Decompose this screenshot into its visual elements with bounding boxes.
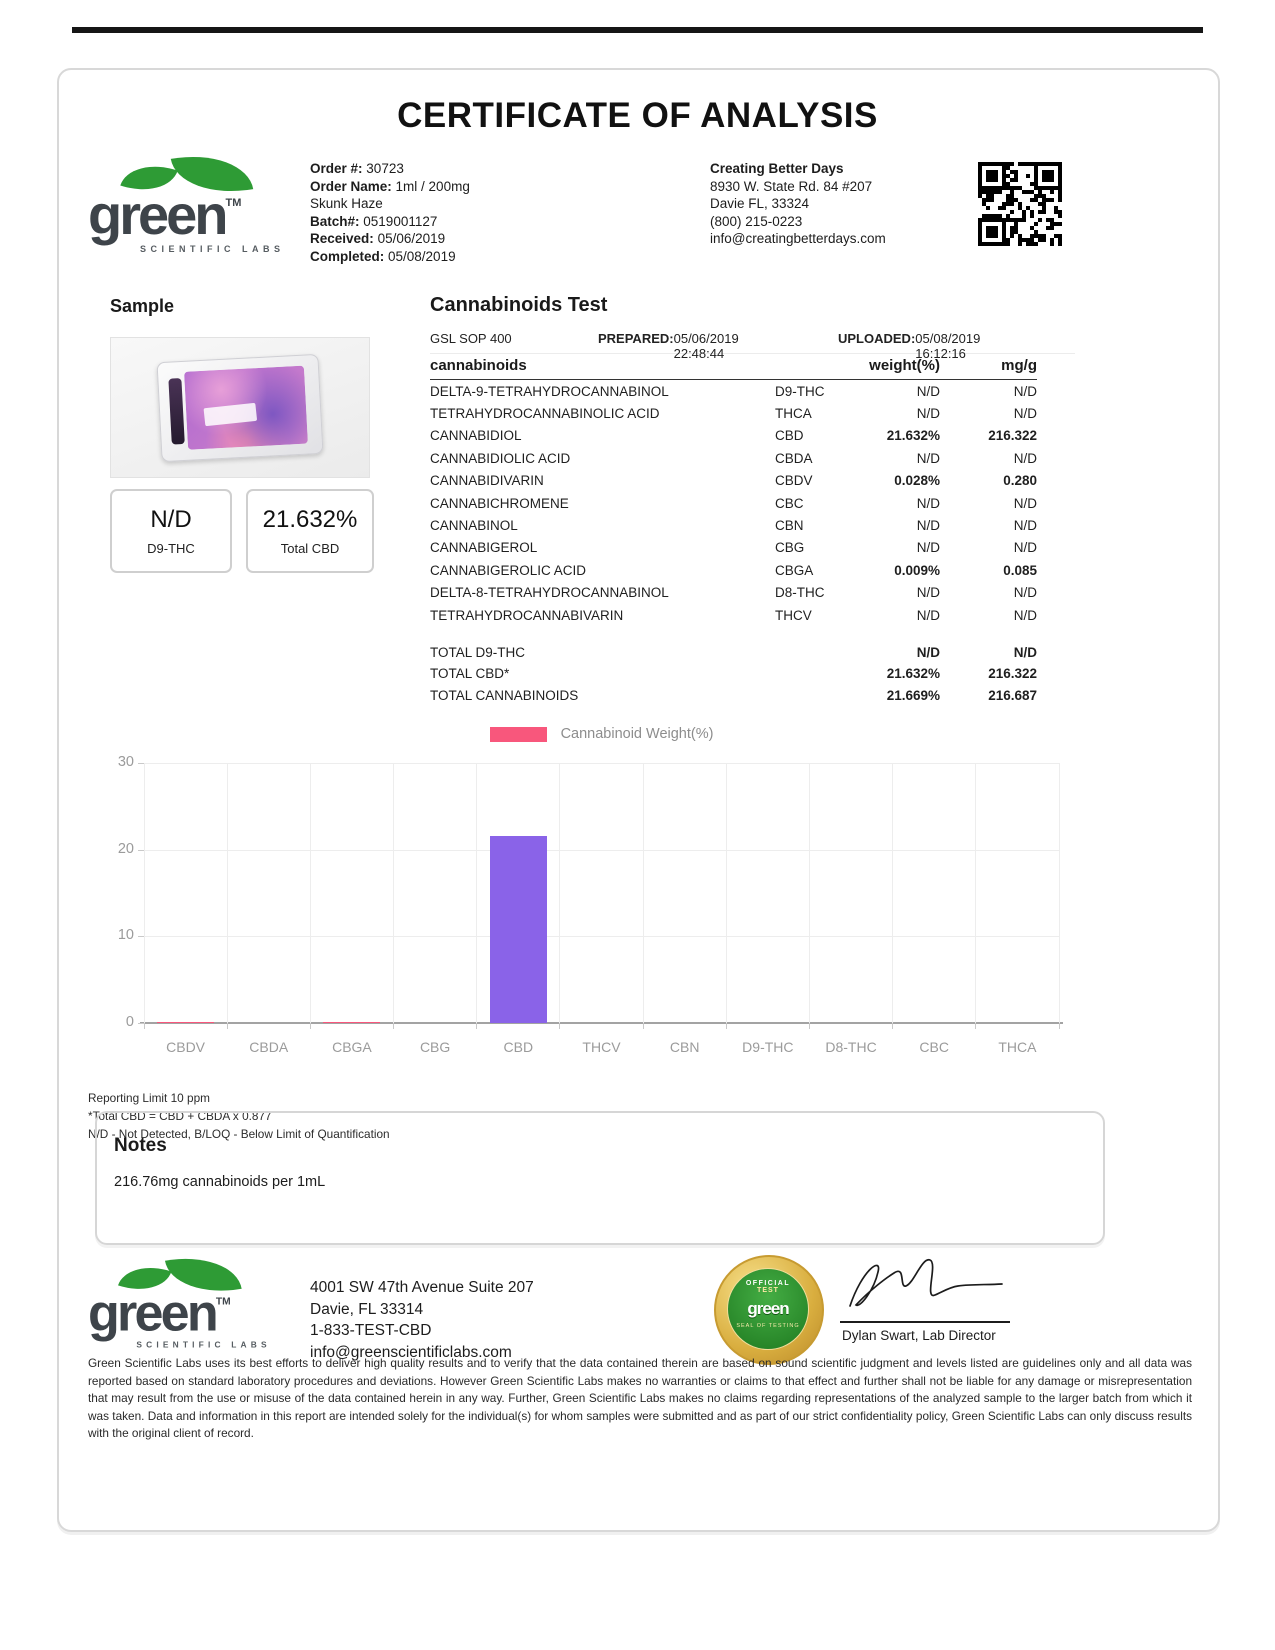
gridline-v bbox=[227, 763, 228, 1023]
footnote: *Total CBD = CBD + CBDA x 0.877 bbox=[88, 1109, 272, 1123]
client-phone: (800) 215-0223 bbox=[710, 213, 803, 229]
page-title: CERTIFICATE OF ANALYSIS bbox=[397, 96, 878, 135]
test-meta-row bbox=[430, 331, 1075, 361]
client-address-1: 8930 W. State Rd. 84 #207 bbox=[710, 178, 873, 194]
analyte-name: CANNABIDIOL bbox=[430, 428, 522, 444]
x-axis-line bbox=[140, 1022, 1063, 1024]
analyte-weight-percent: N/D bbox=[916, 607, 940, 623]
table-row bbox=[430, 604, 1037, 626]
sample-heading: Sample bbox=[110, 296, 175, 316]
total-row bbox=[430, 684, 1037, 706]
x-axis-tick bbox=[310, 1023, 311, 1029]
chart-bar-CBD bbox=[490, 836, 547, 1023]
analyte-mg-per-g: N/D bbox=[1013, 607, 1037, 623]
analyte-weight-percent: N/D bbox=[916, 495, 940, 511]
analyte-weight-percent: N/D bbox=[916, 406, 940, 422]
total-row bbox=[430, 641, 1037, 663]
chart-legend bbox=[144, 726, 1059, 742]
column-header-name: cannabinoids bbox=[430, 357, 527, 374]
signature bbox=[836, 1252, 1016, 1320]
x-axis-tick bbox=[892, 1023, 893, 1029]
gridline-v bbox=[975, 763, 976, 1023]
analyte-name: CANNABINOL bbox=[430, 518, 518, 534]
total-row bbox=[430, 663, 1037, 685]
x-axis-label: CBGA bbox=[332, 1039, 372, 1055]
analyte-abbreviation: CBC bbox=[775, 495, 804, 511]
footnote: N/D - Not Detected, B/LOQ - Below Limit of Quantification bbox=[88, 1127, 390, 1141]
analyte-abbreviation: D8-THC bbox=[775, 585, 825, 601]
total-name: TOTAL D9-THC bbox=[430, 644, 526, 660]
x-axis-tick bbox=[975, 1023, 976, 1029]
gridline-v bbox=[892, 763, 893, 1023]
analyte-abbreviation: CBG bbox=[775, 540, 805, 556]
analyte-mg-per-g: N/D bbox=[1013, 585, 1037, 601]
chart-bar-CBGA bbox=[323, 1022, 380, 1023]
badge-value: 21.632% bbox=[262, 506, 358, 533]
gridline-v bbox=[559, 763, 560, 1023]
gridline-v bbox=[1059, 763, 1060, 1023]
total-weight-percent: 21.632% bbox=[886, 666, 940, 682]
analyte-name: CANNABIDIVARIN bbox=[430, 473, 544, 489]
batch-number: Batch#: 0519001127 bbox=[310, 213, 438, 229]
seal-brand: green bbox=[747, 1299, 789, 1318]
prepared-timestamp: PREPARED: 05/06/2019 22:48:44 bbox=[598, 331, 739, 361]
table-row bbox=[430, 582, 1037, 604]
gridline-v bbox=[393, 763, 394, 1023]
order-name: Order Name: 1ml / 200mg bbox=[310, 178, 470, 194]
x-axis-label: D8-THC bbox=[825, 1039, 877, 1055]
x-axis-label: CBDA bbox=[249, 1039, 289, 1055]
analyte-weight-percent: 0.028% bbox=[894, 473, 940, 489]
total-mg-per-g: 216.687 bbox=[988, 687, 1037, 703]
analyte-mg-per-g: N/D bbox=[1013, 450, 1037, 466]
analyte-mg-per-g: N/D bbox=[1013, 518, 1037, 534]
analyte-abbreviation: CBN bbox=[775, 518, 804, 534]
y-axis-tick-label: 30 bbox=[117, 754, 134, 770]
gridline-v bbox=[310, 763, 311, 1023]
column-header-mgg: mg/g bbox=[1001, 357, 1037, 374]
badge-value: N/D bbox=[150, 506, 192, 533]
table-row bbox=[430, 537, 1037, 559]
x-axis-tick bbox=[559, 1023, 560, 1029]
cannabinoids-test-heading: Cannabinoids Test bbox=[430, 294, 608, 316]
gridline-h bbox=[144, 936, 1059, 937]
badge-label: D9-THC bbox=[147, 541, 195, 556]
x-axis-label: CBD bbox=[503, 1039, 534, 1055]
lab-phone: 1-833-TEST-CBD bbox=[310, 1322, 432, 1339]
table-body bbox=[430, 380, 1037, 626]
notes-box bbox=[95, 1111, 1105, 1245]
gridline-v bbox=[643, 763, 644, 1023]
y-axis-tick-label: 0 bbox=[125, 1014, 134, 1030]
analyte-abbreviation: CBDA bbox=[775, 450, 813, 466]
product-package bbox=[156, 353, 323, 461]
analyte-name: TETRAHYDROCANNABINOLIC ACID bbox=[430, 406, 660, 422]
table-row bbox=[430, 402, 1037, 424]
gridline-h bbox=[144, 850, 1059, 851]
analyte-abbreviation: CBD bbox=[775, 428, 804, 444]
logo-wordmark: green™ bbox=[88, 183, 242, 246]
analyte-mg-per-g: N/D bbox=[1013, 495, 1037, 511]
total-cbd-result-badge bbox=[246, 489, 374, 573]
seal-text-test: TEST bbox=[757, 1287, 779, 1294]
legend-label: Cannabinoid Weight(%) bbox=[560, 726, 714, 742]
seal-inner bbox=[727, 1268, 809, 1350]
y-axis-tick-label: 10 bbox=[117, 927, 134, 944]
x-axis-label: THCA bbox=[998, 1039, 1037, 1055]
analyte-name: CANNABIDIOLIC ACID bbox=[430, 450, 571, 466]
trademark-symbol: TM bbox=[225, 197, 242, 209]
completed-date: Completed: 05/08/2019 bbox=[310, 248, 456, 264]
x-axis-tick bbox=[1059, 1023, 1060, 1029]
table-row bbox=[430, 380, 1037, 402]
legend-swatch bbox=[490, 727, 547, 742]
lab-email: info@greenscientificlabs.com bbox=[310, 1343, 512, 1361]
total-mg-per-g: N/D bbox=[1013, 644, 1037, 660]
sop-number: GSL SOP 400 bbox=[430, 331, 512, 346]
lab-address bbox=[310, 1277, 534, 1363]
client-info bbox=[710, 160, 886, 248]
x-axis-tick bbox=[809, 1023, 810, 1029]
gridline-v bbox=[726, 763, 727, 1023]
analyte-abbreviation: CBGA bbox=[775, 562, 814, 578]
x-axis-tick bbox=[393, 1023, 394, 1029]
analyte-mg-per-g: 216.322 bbox=[988, 428, 1037, 444]
analyte-weight-percent: N/D bbox=[916, 518, 940, 534]
analyte-name: DELTA-8-TETRAHYDROCANNABINOL bbox=[430, 585, 669, 601]
top-rule bbox=[72, 27, 1203, 33]
table-row bbox=[430, 514, 1037, 536]
sample-photo bbox=[110, 337, 370, 478]
total-weight-percent: N/D bbox=[916, 644, 940, 660]
received-date: Received: 05/06/2019 bbox=[310, 231, 446, 246]
lab-address-line: Davie, FL 33314 bbox=[310, 1300, 424, 1318]
x-axis-label: THCV bbox=[582, 1039, 621, 1055]
client-name: Creating Better Days bbox=[710, 161, 844, 176]
logo-tagline: SCIENTIFIC LABS bbox=[140, 244, 285, 254]
analyte-abbreviation: D9-THC bbox=[775, 383, 825, 399]
analyte-name: CANNABIGEROLIC ACID bbox=[430, 562, 587, 578]
table-row bbox=[430, 470, 1037, 492]
client-email: info@creatingbetterdays.com bbox=[710, 231, 886, 246]
gridline-v bbox=[809, 763, 810, 1023]
analyte-name: CANNABICHROMENE bbox=[430, 495, 569, 511]
analyte-name: CANNABIGEROL bbox=[430, 540, 538, 556]
column-header-weight: weight(%) bbox=[869, 357, 940, 374]
total-weight-percent: 21.669% bbox=[886, 687, 940, 703]
analyte-mg-per-g: N/D bbox=[1013, 406, 1037, 422]
y-axis-tick-label: 20 bbox=[117, 840, 134, 857]
y-axis-tick bbox=[138, 763, 144, 764]
trademark-symbol: TM bbox=[215, 1296, 231, 1308]
seal-text-bottom: SEAL OF TESTING bbox=[736, 1323, 800, 1329]
d9-thc-result-badge bbox=[110, 489, 232, 573]
seal-text-official: OFFICIAL bbox=[745, 1280, 791, 1287]
total-name: TOTAL CANNABINOIDS bbox=[430, 687, 579, 703]
uploaded-timestamp: UPLOADED: 05/08/2019 16:12:16 bbox=[838, 331, 981, 361]
analyte-weight-percent: N/D bbox=[916, 383, 940, 399]
seal-of-testing bbox=[714, 1255, 824, 1365]
green-scientific-labs-logo bbox=[88, 1258, 285, 1355]
analyte-abbreviation: THCV bbox=[775, 607, 812, 623]
analyte-weight-percent: N/D bbox=[916, 585, 940, 601]
total-mg-per-g: 216.322 bbox=[988, 666, 1037, 682]
analyte-weight-percent: N/D bbox=[916, 450, 940, 466]
analyte-name: TETRAHYDROCANNABIVARIN bbox=[430, 607, 624, 623]
analyte-weight-percent: 0.009% bbox=[894, 562, 940, 578]
logo-tagline: SCIENTIFIC LABS bbox=[136, 1339, 271, 1350]
gridline-v bbox=[144, 763, 145, 1023]
x-axis-tick bbox=[643, 1023, 644, 1029]
signatory-name: Dylan Swart, Lab Director bbox=[842, 1328, 996, 1343]
qr-code bbox=[978, 162, 1062, 246]
notes-heading: Notes bbox=[114, 1135, 167, 1156]
y-axis-tick bbox=[138, 1023, 144, 1024]
green-scientific-labs-logo bbox=[88, 156, 300, 260]
analyte-weight-percent: 21.632% bbox=[886, 428, 940, 444]
table-row bbox=[430, 425, 1037, 447]
analyte-mg-per-g: N/D bbox=[1013, 540, 1037, 556]
x-axis-label: CBN bbox=[669, 1039, 700, 1055]
cannabinoids-table bbox=[430, 357, 1037, 706]
y-axis-tick bbox=[138, 936, 144, 937]
gridline-v bbox=[476, 763, 477, 1023]
logo-wordmark: green™ bbox=[88, 1283, 231, 1342]
analyte-mg-per-g: 0.085 bbox=[1003, 562, 1037, 578]
table-row bbox=[430, 559, 1037, 581]
analyte-name: DELTA-9-TETRAHYDROCANNABINOL bbox=[430, 383, 669, 399]
x-axis-label: CBG bbox=[419, 1039, 451, 1055]
notes-body: 216.76mg cannabinoids per 1mL bbox=[114, 1174, 326, 1190]
y-axis-tick bbox=[138, 850, 144, 851]
footnote: Reporting Limit 10 ppm bbox=[88, 1091, 210, 1105]
x-axis-label: CBC bbox=[919, 1039, 949, 1055]
analyte-mg-per-g: 0.280 bbox=[1003, 473, 1037, 489]
analyte-abbreviation: THCA bbox=[775, 406, 812, 422]
analyte-weight-percent: N/D bbox=[916, 540, 940, 556]
cannabinoid-weight-chart bbox=[100, 755, 1062, 1067]
order-info bbox=[310, 160, 470, 265]
product-name: Skunk Haze bbox=[310, 196, 383, 211]
table-row bbox=[430, 492, 1037, 514]
chart-plot-area bbox=[144, 763, 1059, 1023]
disclaimer-text: Green Scientific Labs uses its best efforts to deliver high quality results and to verify that the data contained therein are based on sound scientific judgment and levels listed are guidelines only and all data was reported based on standard laboratory procedures and deviations. However Green Scientific Labs makes no warranties or claims to that effect and further shall not be liable for any damage or misrepresentation that may result from the use or misuse of the data contained herein in any way. Further, Green Scientific Labs makes no claims regarding representations of the analyzed sample to the larger batch from which it was taken. Data and information in this report are intended solely for the individual(s) for whom samples were submitted and as part of our strict confidentiality policy, Green Scientific Labs can only discuss results with the original client of record. bbox=[88, 1356, 1192, 1441]
order-number: Order #: 30723 bbox=[310, 161, 404, 176]
gridline-h bbox=[144, 763, 1059, 764]
vial bbox=[168, 378, 184, 445]
x-axis-tick bbox=[227, 1023, 228, 1029]
table-totals bbox=[430, 641, 1037, 706]
table-header bbox=[430, 357, 1037, 380]
table-row bbox=[430, 447, 1037, 469]
x-axis-tick bbox=[726, 1023, 727, 1029]
lab-address-line: 4001 SW 47th Avenue Suite 207 bbox=[310, 1279, 534, 1296]
analyte-abbreviation: CBDV bbox=[775, 473, 813, 489]
x-axis-tick bbox=[476, 1023, 477, 1029]
x-axis-label: D9-THC bbox=[742, 1039, 794, 1055]
total-name: TOTAL CBD* bbox=[430, 666, 510, 682]
x-axis-label: CBDV bbox=[166, 1039, 206, 1055]
badge-label: Total CBD bbox=[280, 541, 340, 556]
analyte-mg-per-g: N/D bbox=[1013, 383, 1037, 399]
client-address-2: Davie FL, 33324 bbox=[710, 196, 810, 211]
chart-bar-CBDV bbox=[157, 1022, 214, 1023]
signature-line bbox=[840, 1321, 1010, 1323]
